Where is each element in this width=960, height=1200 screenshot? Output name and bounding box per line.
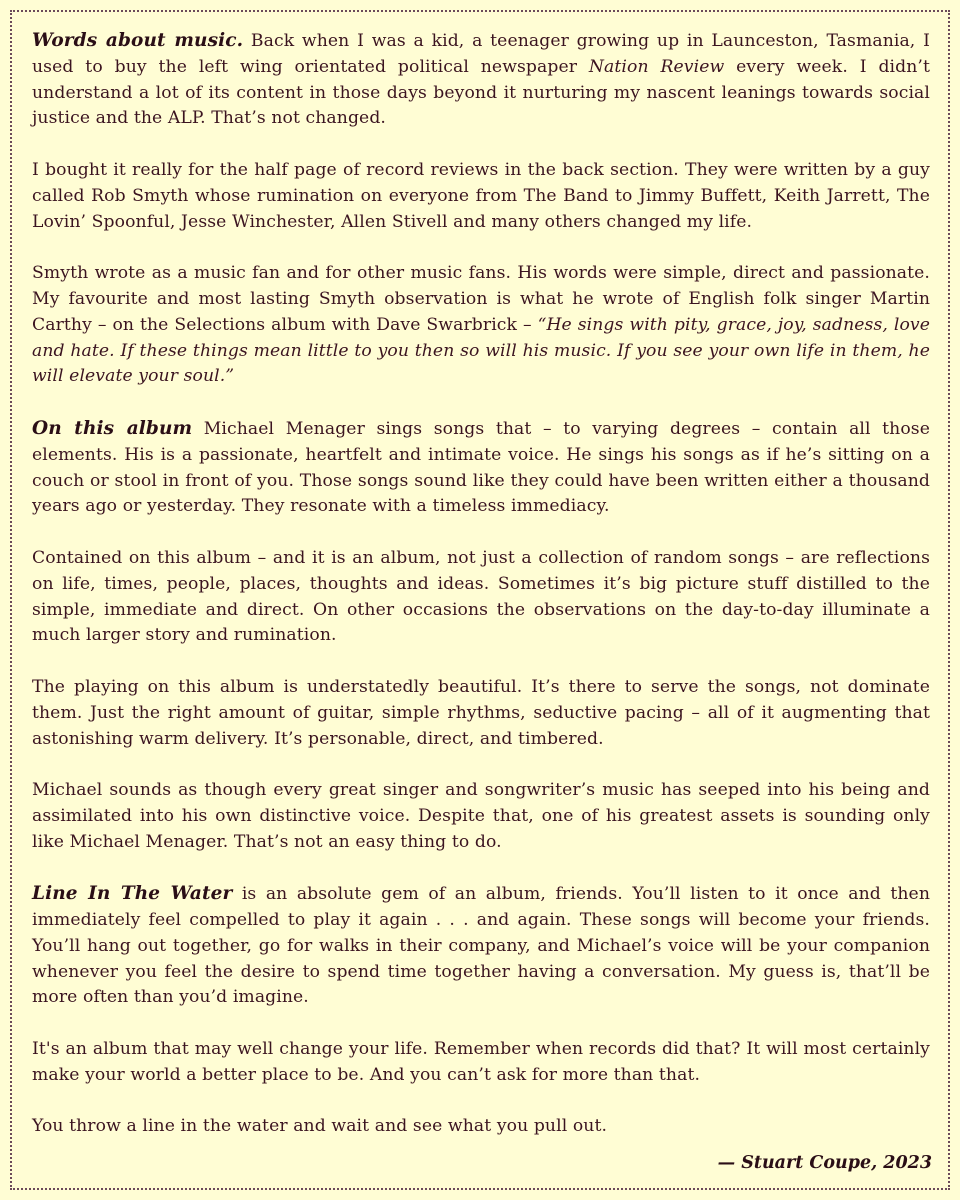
paragraph-smyth-quote: Smyth wrote as a music fan and for other music fans. His words were simple, direct and passionate. My favourite and most lasting Smyth observation is what he wrote of English folk singer Martin Carthy – on the Selections album with Dave Swarbrick – “He sings with pity, grace, joy, sadness, love and hate. If these things mean little to you then so will his music. If you see your own life in them, he will elevate your soul.” xyxy=(32,263,931,387)
lead-on-this-album: On this album xyxy=(32,417,193,439)
paragraph-michael-sounds: Michael sounds as though every great singer and songwriter’s music has seeped into his being and assimilated into his own distinctive voice. Despite that, one of his greatest assets is sounding only like Michael Menager. That’s not an easy thing to do. xyxy=(32,780,930,852)
publication-title: Nation Review xyxy=(588,56,725,77)
paragraph-change-your-life: It's an album that may well change your life. Remember when records did that? It will most certainly make your world a better place to be. And you can’t ask for more than that. xyxy=(32,1039,930,1085)
paragraph-line-in-the-water: Line In The Water is an absolute gem of an album, friends. You’ll listen to it once and then immediately feel compelled to play it again . . . and again. These songs will become your friends. You’ll hang out together, go for walks in their company, and Michael’s voice will be your companion whenever you feel the desire to spend time together having a conversation. My guess is, that’ll be more often than you’d imagine. xyxy=(32,883,931,1008)
paragraph-contained: Contained on this album – and it is an album, not just a collection of random songs – are reflections on life, times, people, places, thoughts and ideas. Sometimes it’s big picture stuff distilled to the simple, immediate and direct. On other occasions the observations on the day-to-day illuminate a much larger story and rumination. xyxy=(32,547,930,646)
paragraph-words-about-music: Words about music. Back when I was a kid, a teenager growing up in Launceston, Tasmania, I used to buy the left wing orientated political newspaper Nation Review every week. I didn’t understand a lot of its content in those days beyond it nurturing my nascent leanings towards social justice and the ALP. That’s not changed. xyxy=(32,30,930,129)
lead-line-in-the-water: Line In The Water xyxy=(32,883,233,905)
paragraph-record-reviews: I bought it really for the half page of record reviews in the back section. They were written by a guy called Rob Smyth whose rumination on everyone from The Band to Jimmy Buffett, Keith Jarrett, The Lovin’ Spoonful, Jesse Winchester, Allen Stivell and many others changed my life. xyxy=(32,159,930,232)
paragraph-playing: The playing on this album is understatedly beautiful. It’s there to serve the songs, not dominate them. Just the right amount of guitar, simple rhythms, seductive pacing – all of it augmenting that astonishing warm delivery. It’s personable, direct, and timbered. xyxy=(32,676,930,749)
lead-words-about-music: Words about music. xyxy=(32,30,244,51)
paragraph-on-this-album: On this album Michael Menager sings songs that – to varying degrees – contain all those elements. His is a passionate, heartfelt and intimate voice. He sings his songs as if he’s sitting on a couch or stool in front of you. Those songs sound like they could have been written either a thousand years ago or yesterday. They resonate with a timeless immediacy. xyxy=(32,417,930,517)
paragraph-throw-a-line: You throw a line in the water and wait and see what you pull out. xyxy=(32,1116,608,1137)
author-signature: — Stuart Coupe, 2023 xyxy=(717,1153,932,1173)
smyth-quote: “He sings with pity, grace, joy, sadness, love and hate. If these things mean little to you then so will his music. If you see your own life in them, he will elevate your soul.” xyxy=(32,314,931,387)
liner-notes-text xyxy=(32,28,930,1166)
